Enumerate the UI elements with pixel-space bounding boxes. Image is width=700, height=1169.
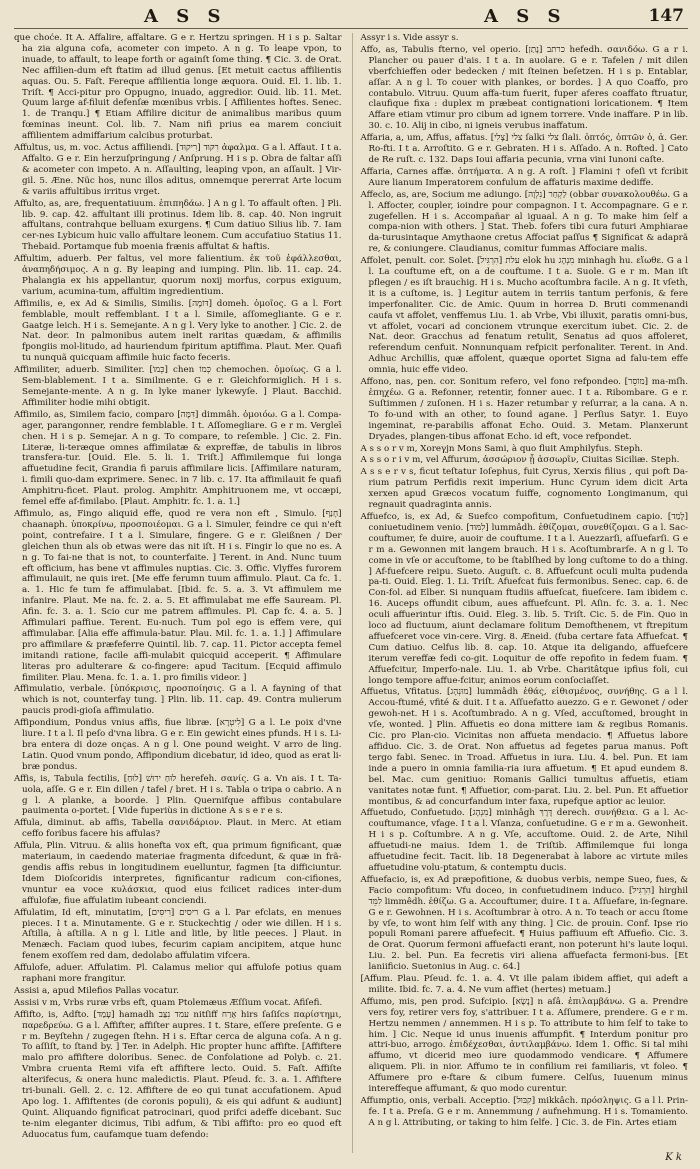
dictionary-entry: Affumptio, onis, verbali. Acceptio. [קִבּוּל] mikkâch. πρόσληψις. G a l l. Prin-fe. I t a. Preſa. G e r m. Annemmung / aufnehmung. H i s. Tomamiento. A n g l. Attributing, or taking to him ſelfe. ] Cic. 3. de Fin. Artes etiam: [360, 1096, 688, 1128]
dictionary-entry: Affifto, is, Adfto. [עָמַד] hamadh עמד נִצַּב nitſiff אָרַח hirs ſaſiſcs παρίστημι, παρεδρεύω. G a l. Affifter, affiſter aupres. I t. Stare, eſſere preſente. G e r m. Beyſtehn / zugegen ſtehn. H i s. Eftar cerca de alguna coſa. A n g. To aſſiſt, to ſtand by. ] Ter. in Adelph. Hic propter hunc affifte. [Affiftere malo pro affiftere doloribus. Senec. de Confolatione ad Polyb. c. 21. Vmbra cruenta Remi vifa eft affiftere lecto. Ouid. 5. Faſt. Affiſte alterifecus, & onera hunc maledictis. Plaut. Pſeud. fc. 3. a. 1. Affiftere tri-bunali. Gell. 2. c. 12. Affiftere de eo qui tunat accufationem. Apud Apo log. 1. Affiftentes (de coronis populi), & eis qui adfunt & audiunt] Quint. Aliquando fignificat patrocinari, quod prifci adeffe dicebant. Suc te-nim eleganter dicimus, Tibi adfum, & Tibi affifto: pro eo quod eft Aduocatus fum, caufamque tuam defendo:: [14, 1009, 342, 1140]
dictionary-entry: Affimulatio, verbale. [ὑπόκρισις, προσποίησις. G a l. A fayning of that which is not, counterfay tung. ] Plin. lib. 11. cap. 49. Contra mulierum paucis prodi-gioſa affimulatio.: [14, 684, 342, 717]
dictionary-entry: Affimilo, as, Similem facio, comparo [דִּמָּה] dimmâh. ὁμοιόω. G a l. Compa-ager, parangonner, rendre femblable. I t. Aſſomegliare. G e r m. Vergleī chen. H i s p. Semejar. A n g. To compare, to reſemble. ] Cic. 2. Fin. Literæ, li-teræque omnes affimilatæ & expreffæ, de tabulis in libros transfera-tur. [Ouid. Ele. 5. li. 1. Triſt.] Affimilemque fui longa affuetudine fecit, Grandia fi paruis affimilare licis. [Affimilare naturam, i. fimili quo-dam exprimere. Senec. in 7 lib. c. 17. Ita affimilauit fe quafi Amphitru-ficet. Plaut. prolog. Amphitr. Amphitruonem me, vt occæpi, femel effe af-fimilabo. [Plaut. Amphitr. fc. 1. a. 1.]: [14, 409, 342, 508]
dictionary-entry: Affimiliter, aduerb. Similiter. [כְּמוֹ] chen כְּמוֹ chemochen. ὁμοίως. G a l. Sem-blablement. I t a. Similmente. G e r. Gleichformiglich. H i s. Semejante-mente. A n g. In lyke maner lykewyſe. ] Plaut. Bacchid. Affimiliter hodie mihi obtigit.: [14, 365, 342, 408]
header-guide-word-left: A S S: [144, 6, 227, 27]
page-number: 147: [648, 6, 684, 26]
signature-mark: K k: [665, 1152, 682, 1163]
dictionary-entry: Assisi v m, Vrbs ruræ vrbs eft, quam Ptolemæus Æſſium vocat. Afiſefi.: [14, 997, 323, 1008]
dictionary-entry: [Affum. Plau. Pſeud. fc. 1. a. 4. Vt ille palam ibidem affiet, qui adeft a milite. Ibid. fc. 7. a. 4. Ne vum affiet (hertes) metuam.]: [360, 974, 688, 995]
dictionary-entry: Affulatim, Id eft, minutatim, [רִיסִּים] ריסים G a l. Par efclats, en menues pieces. I t a. Minutamente. G e r. Stuckechtig / oder wie dillen. H i s. Aſtilla, à aſtilla. A n g l. Litle and litle, by litle peeces. ] Plaut. in Menæch. Faciam quod iubes, fecurim capiam ancipitem, atque hunc fenem exoſſem red dam, dedolabo affulatim vifcera.: [14, 907, 342, 962]
dictionary-entry: Affulto, as, are, frequentatiuum. ἐπιπηδάω. ] A n g l. To affault often. ] Pli. lib. 9. cap. 42. affultant illi protinus. Idem lib. 8. cap. 40. Non ingruit affultans, contrahque belluam exurgens. ¶ Cum datiuo Silius lib. 7. Iam cer-nes Lybicum huic vallo affultare leonem. Cum accufatiuo Statius 11. Thebaid. Portamque fub moenia frænis affultat & haftis.: [14, 198, 342, 253]
dictionary-entry: Affuefacio, is, ex Ad præpofitione, & duobus verbis, nempe Sueo, fues, & Facio compofitum: Vfu doceo, in confuetudinem induco. [הִרְגִּיל] hirghil לִמֵּד limmêdh. ἐθίζω. G a. Accouftumer, duire. I t a. Aſſuefare, in-ſegnare. G e r. Gewohnen. H i s. Acoſtumbrar à otro. A n. To teach or accu ſtome by vſe, to wont him ſelf with any thing. ] Cic. de prouin. Conf. Ipse rio populi Romani parere affuefecit. ¶ Huius paffiuum eft Affuefio. Cic. 3. de Orat. Quorum fermoni affuefacti erant, non poterunt hi's laute loqui. Liu. 2. bel. Pun. Ea fecretis viri aliena affuefacta fermoni-bus. [Et laniificio. Suetonius in Aug. c. 64.]: [360, 874, 688, 973]
dictionary-entry: Affimilis, e, ex Ad & Similis, Similis. [דּוֹמֶה] domeh. ὁμοῖος. G a l. Fort femblable, moult reffemblant. I t a l. Simile, aſſomegliante. G e r. Gaatge leich. H i s. Semejante. A n g l. Very lyke to another. ] Cic. 2. de Nat. deor. In palmonibus autem inelt raritas quædam, & affimilis fpongiis mol-litudo, ad hauriendum fpiritum aptiffima. Plaut. Mer. Quafi tu nunquã quicquam affimile huic facto feceris.: [14, 298, 342, 364]
dictionary-entry: Affultus, us, m. voc. Actus affiliendi. [רִיקוּד] רִקּוּד ἀφαλμα. G a l. Affaut. I t a. Affalto. G e r. Ein herzuſpringung / Anſprung. H i s p. Obra de faltar aſſi & acometer con impeto. A n. Aſſaulting, leaping vpon, an aſſault. ] Vir-gil. 5. Æne. Nüc hos, nunc illos aditus, omnemque pererrat Arte locum & variis affultibus irritus vrget.: [14, 143, 342, 197]
dictionary-entry: A s s o r v m, Xoreγjn Mons Sami, à quo fluit Amphilyfus. Steph.: [360, 443, 643, 454]
running-header: [14, 6, 688, 29]
dictionary-entry: Affimulo, as, Fingo aliquid effe, quod re vera non eft , Simulo. [חָנַף] chaanaph. ὑποκρίνω, προσποιέομαι. G a l. Simuler, feindre ce qui n'eft point, contrefaire. I t a l. Simulare, fingere. G e r. Gleißnen / Der gleichen thun als ob etwas were das nit iſt. H i s. Fingir lo que no es. A n g. To fai-ne that is not, to counterfaite. ] Terent. in And. Nunc tuum eft officium, has bene vt affimules nuptias. Cic. 3. Offic. Vlyffes furorem affimulauit, ne quis iret. [Me effe ferumn tuum affimulo. Plaut. Ca fc. 1. a. 1. Hic fe tum fe affimulabat. [Ibid. fc. 5. a. 3. Vt affimulem me infanire. Plaut. Me na. fc. 2. a. 5. Et affimulabat me effe Sauream. Pl. Afin. fc. 3. a. 1. Scio cur me patrem affimules. Pl. Cap fc. 4. a. 5. ] Affimulari paffiue. Terent. Eu-nuch. Tum pol ego is effem vere, qui affimulabar. [Alia effe affimula-batur. Plau. Mil. fc. 1. a. 1.] ] Affimulare pro affimilare & præfeferre Quintil. lib. 7. cap. 11. Pictor accepta femel imitandi ratione, facile affi-mulabit quicquid acceperit. ¶ Affimulare literas pro adulterare & co-fingere: apud Tacitum. [Ecquid affimulo fimiliter. Plau. Mena. fc. 1. a. 1. pro fimilis videor. ]: [14, 508, 342, 683]
dictionary-entry: Affula, Plin. Vitruu. & aliis honefta vox eft, qua primum fignificant, quæ materiaum, in caedendo materiae fragmenta difcedunt, & quæ in frã-gendis affis rebus in longitudinem euelluntur, fagmen [ta difficiuntur. Idem Dioſcoridis interpretes, fignificantur radicum con-cifiones, vnuntur ea voce κυλάσκια, quod eius fcilicet radices inter-dum affulofæ, fiue affulatim iubeant conciendi.: [14, 841, 342, 906]
dictionary-entry: Affuetudo, Confuetudo. [מִנְהָג] minhâgh דֶּרֶךְ derech. συνήθεια. G a l. Ac-couftumance, vfage. I t a l. Vſanza, conſuetudine. G e r m a. Gewonheit. H i s p. Coſtumbre. A n g. Vſe, accuſtome. Ouid. 2. de Arte, Nihil affuetudi-ne maius. Idem 1. de Triſtib. Affimilemque fui longa affuetudine fecit. Tacit. lib. 18 Degenerabat à labore ac virtute miles affuetudine volu-ptatum, & contemptu ducis.: [360, 808, 688, 873]
left-column: [14, 33, 342, 1153]
dictionary-entry: Affuetus, Vfitatus. [מוּנְהָג] lummâdh ἐθάς, εἰθισμένος, συνήθης. G a l l. Accou-ftumé, vfité & duit. I t a. Aſſuefatto auezzo. G e r. Gewonet / oder gewoh-net. H i s. Acoſtumbrado. A n g. Vſed, accuſtomed, brought in vſe, wonted. ] Plin. Affuetis eo dona mittere iam & regibus Romanis. Cic. pro Plan-cio. Vicinitas non affueta mendacio. ¶ Affuetus labore affiduo. Cic. 3. de Orat. Non affuetus ad fegetes parua manus. Poft tergo fabi. Senec. in Troad. Affuetus in iura. Liu. 4. bel. Pun. Et iam inde a puero in omnia familia-ria iura affuetum. ¶ Et apud eundem 8. bel. Mac. cum genitiuo: Romanis Gallici tumultus affuetis, etiam vanitates notæ funt. ¶ Affuetior, com-parat. Liu. 2. bel. Pun. Et affuetior montibus, & ad concurfandum inter faxa, rupefque aptior ac leuior.: [360, 687, 688, 807]
dictionary-entry: Affipondium, Pondus vnius affis, fiue libræ. [לִיטְרָא] G a l. Le poix d'vne liure. I t a l. Il peſo d'vna libra. G e r. Ein gewicht eines pfunds. H i s. Li-bra entera di doze onças. A n g l. One pound weight. V arro de ling. Latin. Quod vnum pondo, Affipondium dicebatur, id ideo, quod as erat li-bræ pondus.: [14, 718, 342, 772]
dictionary-entry: Affis, is, Tabula fectilis, [לוּחַ] לוּחַ ירוּשׁ herefeh. σανίς. G a. Vn ais. I t. Ta-uola, aſſe. G e r. Ein dillen / tafel / bret. H i s. Tabla o tripa o cabrio. A n g l. A planke, a boorde. ] Plin. Quernifque affibus contabulare pauimenta o-portet. [ Vide fuperiùs in dictione A s s e r e s.: [14, 773, 342, 817]
dictionary-entry: Assisi a, apud Milefios Pallas vocatur.: [14, 985, 179, 996]
dictionary-entry: Affulofe, aduer. Affulatim. Pl. Calamus melior qui affulofe potius quam raphani more frangitur.: [14, 963, 342, 985]
dictionary-entry: Affaria, Carnes affæ. ὀπτήματα. A n g. A roſt. ] Flamini † ofeſi vt fcribit Aure lianum Imperatorem confulum de affaturis maxime dediffe.: [360, 166, 688, 188]
dictionary-entry: Affultim, aduerb. Per faltus, vel more falientium. ἐκ τοῦ ἐφάλλεσθαι, ἀναπηδήσιμος. A n g. By leaping and iumping. Plin. lib. 11. cap. 24. Phalangia ex his appellantur, quorum noxij morfus, corpus exiguum, varium, acumina-tum, affultim ingredientium.: [14, 254, 342, 297]
dictionary-entry: Affono, nas, pen. cor. Sonitum refero, vel fono refpondeo. [מוֹסֵר] ma-mſh. ἐπηχέω. G a. Refonner, retentir, fonner auec. I t a. Ribombare. G e r. Suſtimmen / zuſonen. H i s. Hazer retumbar y reſurrar, a la cana. A n. To fo-und with an other, to ſound agane. ] Perſius Satyr. 1. Euyo ingeminat, re-parabilis affonat Echo. Ouid. 3. Metam. Planxerunt Dryades, plangen-tibus affonat Echo. id eft, voce refpondet.: [360, 377, 688, 442]
dictionary-entry: Assyr i s. Vide assyr s.: [360, 33, 459, 43]
dictionary-entry: Affeclo, as, are, Socium me adiungo. [נִלְוָה] לַקְחַר (obbar συνακολουθέω. G a l. Affocter, coupler, ioindre pour compagnon. I t. Accompagnare. G e r. zugefellen. H i s. Accompañar al iguaal. A n g. To make him ſelf a compa-nion with others. ] Stat. Theb. fofers tibi cura futuri Amphiarae da-turusintaque Amythaone cretus Affociat paſſus ¶ Significat & adaprã re, & coniungere. Claudianus, comitur fummas Affociare malis.: [360, 189, 688, 255]
dictionary-entry: Affolet, penult. cor. Solet. [הִרְגִּיל] עלת elok hu מִנְהָג minhagh hu. εἴωθε. G a l l. La couftume eft, on a de couftume. I t a. Suole. G e r m. Man iſt pflegen / es iſt brauchig. H i s. Mucho acoſtumbra facile. A n g. It vſeth, it is a cuſtome, is. ] Legitur autem in terriis tantum perfonis, & fere imperfonaliter. Cic. de Amic. Quum in horrea D. Bruti commenandi caufa vt affolet, venffemus Liu. 1. ab Vrbe, Vbi illuxit, paratis omni-bus, vt affolet, vocari ad concionem vtrunque exercitum iubet. Cic. 2. de Nat. deor. Gracchus ad fenatum retulit, Senatus ad quos affoleret, referendum cenfuit. Nonnunquam refpicit perfonaliter. Terent. in And. Adhuc Archillis, quæ affolent, quæque oportet Signa ad falu-tem effe omnia, huic effe video.: [360, 256, 688, 376]
right-column: [352, 33, 689, 1153]
dictionary-entry: A s s o r i v m, vel Affurum, ἀσσώριον ᾖ ἀσσωρῖν, Ciuitas Siciliæ. Steph.: [360, 455, 680, 466]
dictionary-entry: Affuefco, is, ex Ad, & Suefco compofitum, Confuetudinem capio. [לָמַד] coniuetudinem venio. [לִמּוּד] lummâdh. ἐθίζομαι, συνεθίζομαι. G a l. Sac-couftumer, fe duire, auoir de couftume. I t a l. Auezzarſi, aſſuefarſi. G e r m a. Gewonnen mit langem brauch. H i s. Acoſtumbrarſe. A n g l. To come in vſe or accuſtome, to be ſtablſhed by long cuſtome to do a thing. ] Af-fuefcere reipu. Sueto. Auguſt. c. 8. Affuefcunt oculi multa pudenda pa-ti. Ouid. Eleg. 1. Li. Triſt. Afuefcat fuis fermonibus. Senec. cap. 6. de Con-fol. ad Elber. Si nunquam ftudiis affueſcat, fiueſcere. Iam ibidem c. 16. Auceps offundit cibum, aues affuefcunt. Pl. Aſin. fc. 3. a. 1. Nec oculi affuerintur iftis. Ouid. Eleg. 3. lib. 5. Triſt. Cic. 5. de Fin. Quo in loco ad fluctuum, aiunt declamare folitum Demofthenem, vt ftrepitum affuefceret voce vin-cere. Virg. 8. Æneid. (fuba certare fata Affuefcat. ¶ Cum datiuo. Celfus lib. 8. cap. 10. Atque ita deligando, affuefcere iterum vereffæ fedi co-git. Loquitur de offe repofito in fedem fuam. ¶ Affuefcitur, Imperfo-nale. Liu. 1. ab Vrbe. Charitâtque ipfius foli, cui longo tempore affue-fcitur, animos eorum conſociaſſet.: [360, 511, 688, 686]
header-guide-word-right: A S S: [484, 6, 567, 27]
text-columns: [14, 33, 688, 1153]
dictionary-entry: que choće. It A. Affalire, affaltare. G e r. Hertzu springen. H i s p. Saltar ha zia alguna cofa, acometer con impeto. A n g. To leape vpon, to inuade, to affault, to leape forth or againſt ſome thing. ¶ Cic. 3. de Orat. Nec affilien-dum eft ftatim ad illud genus. [Et metuit cactus affilientis aquas. Ou. 5. Faſt. Fereque affilientia longe æquora. Ouid. El. 1. lib. 1. Triſt. ¶ Acci-pitur pro Oppugno, inuado, aggredior. Ouid. lib. 11. Met. Quum large af-filuit defenſæ mœnibus vrbis. [ Affilientes hoftes. Senec. 1. de Tranqu.] ¶ Etiam Affilire dicitur de animalibus maribus quum fœminas ineunt. Col. lib. 7. Nam nifi prius ea marem conciuit affilientem admiffarium calcibus proturbat.: [14, 33, 342, 142]
dictionary-entry: A s s e r v s, ficut teſtatur Ioſephus, fuit Cyrus, Xerxis filius , qui poft Da-rium patrum Perfidis rexit imperium. Hunc Cyrum idem dicit Arta xerxen apud Græcos vocatum fuiffe, cognomento Longimanum, qui regnauit quadraginta annis.: [360, 467, 688, 511]
dictionary-entry: Affaria, a, um, Affus, affatus. [צָלִי] צלי ſalki צלי ſlali. ὀπτός, ὀπτῶν ὁ, ἀ. Ger. Ro-fti. I t a. Arroſtito. G e r. Gebraten. H i s. Aſſado. A n. Rofted. ] Cato de Re ruſt. c. 132. Daps Ioui affaria pecunia, vrna vini Iunoni caſte.: [360, 133, 688, 165]
dictionary-entry: Affula, diminut. ab affis, Tabella σανιδάριον. Plaut. in Merc. At etiam ceffo foribus facere his affulas?: [14, 818, 342, 840]
dictionary-entry: Affumo, mis, pen prod. Sufcipio. [נָשָׂא] n aſâ. ἐπιλαμβάνω. G a. Prendre vers foy, retirer vers foy, s'attribuer. I t a. Aſſumere, prendere. G e r m. Hertzu nemmen / annemmen. H i s p. To attribute to him ſelf to take to him. ] Cic. Neque id unus inuenis affumpfit. ¶ Interdum ponitur pro attri-buo, arrogo. ἐπιδέχεσθαι, ἀντιλαμβάνω. Idem 1. Offic. Si tal mihi affumo, vt dicerid meo iure quodammodo vendicare. ¶ Affumere aliquem. Pli. in nior. Affumo te in confilium rei familiaris, vt foleo. ¶ Affumere pro e-ftare & cibum fumere. Celſus, Iuuenum minus intereffeque affumant, & quo modo curentur.: [360, 996, 688, 1095]
dictionary-entry: Affo, as, Tabulis fterno, vel operio. [נָתַן] כרתב hefedh. σανιδόω. G a r i. Plancher ou pauer d'ais. I t a. In auolare. G e r. Tafelen / mit dilen vberfchieffen oder bedecken / mit ſteinen beſetzen. H i s p. Entablar, aſſar. A n g l. To couer with plankes, or bordes. ] A quo Coaffo, pro contabulo. Vitruu. Quum affa-tum fuerit, fuper aferes coaffato ftruatur, claufique fixa : duplex m præbeat contignationi loricationem. ¶ Item Affare etiam vtimur pro cibum ad ignem torrere. Vnde inaffare. P in lib. 30. c. 10. Alij in cibo, ni igneis verubus inaffatum.: [360, 44, 688, 132]
